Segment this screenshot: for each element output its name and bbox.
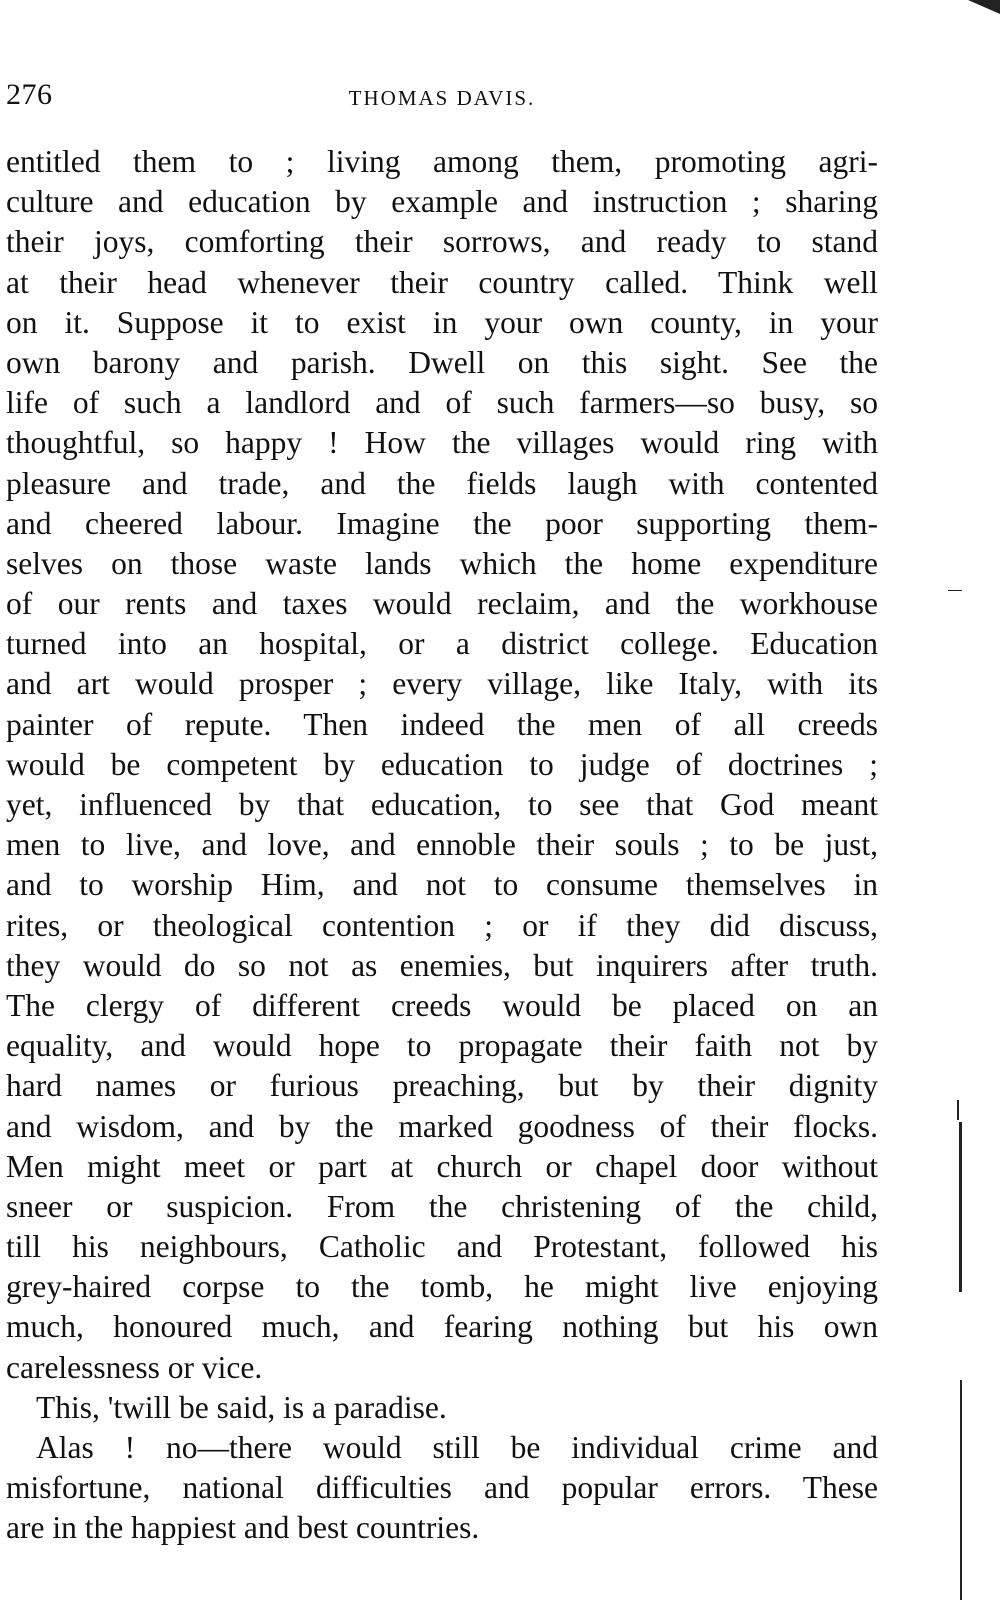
text-line: own barony and parish. Dwell on this sight. See the [6,344,878,380]
page-number: 276 [6,78,53,111]
body-text [6,142,878,1549]
text-line: and cheered labour. Imagine the poor supporting them- [6,505,878,541]
text-line: sneer or suspicion. From the christening of the child, [6,1188,878,1224]
text-line: entitled them to ; living among them, promoting agri- [6,144,878,179]
running-title: THOMAS DAVIS. [348,86,536,110]
text-line: yet, influenced by that education, to see that God meant [6,787,878,822]
text-line: pleasure and trade, and the fields laugh with contented [6,465,878,501]
scan-edge-mark [957,1100,959,1120]
text-line: at their head whenever their country called. Think well [6,264,878,300]
scan-corner-mark [968,0,1000,14]
page-header [6,78,878,118]
text-line: till his neighbours, Catholic and Protestant, followed his [6,1229,878,1265]
text-line: life of such a landlord and of such farmers—so busy, so [6,385,878,421]
text-line: and to worship Him, and not to consume themselves in [6,867,878,903]
scan-edge-mark [959,1122,962,1292]
text-line: equality, and would hope to propagate their faith not by [6,1028,878,1064]
text-line: grey-haired corpse to the tomb, he might live enjoying [6,1269,878,1305]
text-line: turned into an hospital, or a district college. Education [6,626,878,662]
text-line: selves on those waste lands which the home expenditure [6,545,878,581]
scan-edge-mark [960,1380,962,1600]
text-line: and art would prosper ; every village, like Italy, with its [6,666,878,702]
text-line: Men might meet or part at church or chapel door without [6,1148,878,1184]
text-line: on it. Suppose it to exist in your own county, in your [6,304,878,340]
text-line: their joys, comforting their sorrows, and ready to stand [6,224,878,260]
text-line: The clergy of different creeds would be placed on an [6,987,878,1023]
text-line: they would do so not as enemies, but inquirers after truth. [6,947,878,983]
text-line: painter of repute. Then indeed the men of all creeds [6,706,878,742]
text-line: of our rents and taxes would reclaim, and the workhouse [6,586,878,622]
text-line: and wisdom, and by the marked goodness of their flocks. [6,1108,878,1144]
text-line: would be competent by education to judge of doctrines ; [6,746,878,782]
text-line: much, honoured much, and fearing nothing but his own [6,1309,878,1345]
text-line: are in the happiest and best countries. [6,1510,480,1546]
text-line: thoughtful, so happy ! How the villages would ring with [6,425,878,461]
text-line: Alas ! no—there would still be individual crime and [36,1430,878,1465]
text-line: culture and education by example and instruction ; sharing [6,184,878,220]
text-line: This, 'twill be said, is a paradise. [36,1389,447,1425]
text-line: carelessness or vice. [6,1349,263,1385]
scan-edge-mark [948,590,962,591]
text-line: hard names or furious preaching, but by their dignity [6,1068,878,1104]
text-line: misfortune, national difficulties and popular errors. These [6,1470,878,1506]
text-line: men to live, and love, and ennoble their souls ; to be just, [6,827,878,863]
text-line: rites, or theological contention ; or if they did discuss, [6,907,878,943]
